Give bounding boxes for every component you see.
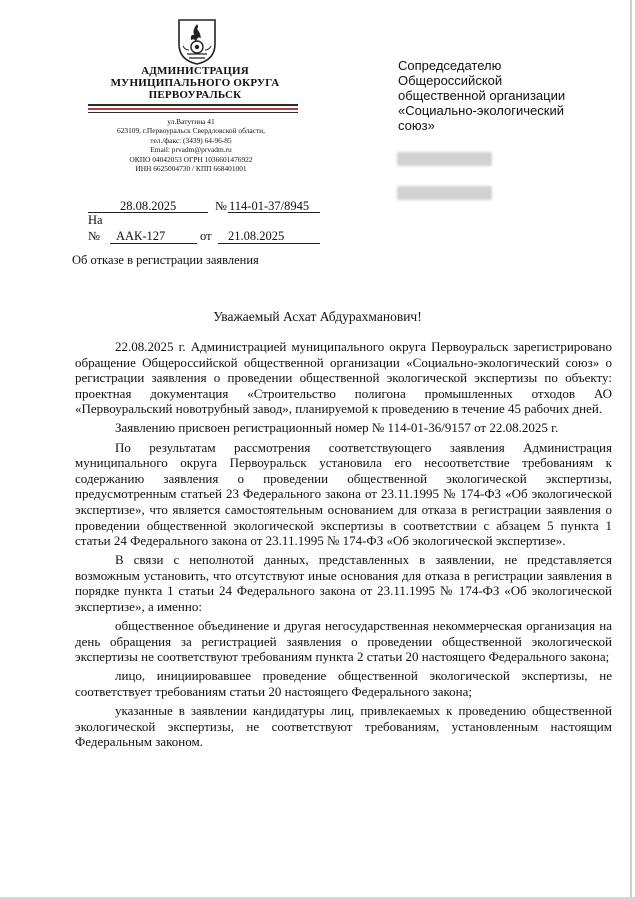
outgoing-number: 114-01-37/8945 <box>229 199 310 213</box>
addressee-block <box>398 58 598 133</box>
redacted-address <box>397 186 492 200</box>
na-label: На <box>88 213 103 227</box>
ref-number: ААК-127 <box>116 229 166 243</box>
body-paragraph: лицо, инициировавшее проведение общественной экологической экспертизы, не соответствует требованиям статьи 20 настоящего Федерального закона; <box>75 668 612 699</box>
from-label: от <box>200 229 212 243</box>
body-paragraph: Заявлению присвоен регистрационный номер № 114-01-36/9157 от 22.08.2025 г. <box>115 420 559 436</box>
contact-line: тел./факс: (3439) 64-96-85 <box>150 135 232 145</box>
page-edge <box>630 0 632 900</box>
contact-line: ул.Ватутина 41 <box>167 117 215 126</box>
contact-block <box>60 117 322 173</box>
org-line: МУНИЦИПАЛЬНОГО ОКРУГА <box>110 77 280 89</box>
body-paragraph: По результатам рассмотрения соответствующего заявления Администрация муниципального округа Первоуральск установила его несоответствие требованиям к содержанию заявления о проведении общественной экологической экспертизы, предусмотренным статьей 23 Федерального закона от 23.11.1995 № 174-ФЗ «Об экологической экспертизе», что является самостоятельным основанием для отказа в регистрации заявления о проведении общественной экологической экспертизы в соответствии с абзацем 5 пункта 1 статьи 24 Федерального закона от 23.11.1995 № 174-ФЗ «Об экологической экспертизе». <box>75 439 612 549</box>
addressee-line: союз» <box>398 118 435 133</box>
ref-date: 21.08.2025 <box>228 229 285 243</box>
org-line: АДМИНИСТРАЦИЯ <box>141 65 249 77</box>
body-paragraph: общественное объединение и другая негосударственная некоммерческая организация на день обращения за регистрацией заявления о проведении общественной экологической экспертизы не соответствуют требованиям пункта 2 статьи 20 настоящего Федерального закона; <box>75 618 612 665</box>
redacted-name <box>397 152 492 166</box>
letter-subject: Об отказе в регистрации заявления <box>72 253 259 267</box>
header-divider <box>88 104 298 115</box>
org-line: ПЕРВОУРАЛЬСК <box>148 89 242 101</box>
addressee-line: Общероссийской <box>398 73 503 88</box>
contact-line: ОКПО 04042053 ОГРН 1036601476922 <box>129 154 253 164</box>
outgoing-date: 28.08.2025 <box>120 199 177 213</box>
coat-of-arms-icon <box>175 16 219 66</box>
body-paragraph: 22.08.2025 г. Администрацией муниципального округа Первоуральск зарегистрировано обращение Общероссийской общественной организации «Социально-экологический союз» о регистрации заявления о проведении общественной экологической экспертизы по объекту: проектная документация «Строительство полигона промышленных отходов АО «Первоуральский новотрубный завод», планируемой к проведению в течение 45 рабочих дней. <box>75 339 612 417</box>
contact-line: Email: prvadm@prvadm.ru <box>150 145 232 155</box>
number-label: № <box>215 199 227 213</box>
ref-date-underline <box>218 243 320 244</box>
organization-name <box>95 65 295 101</box>
ref-number-underline <box>110 243 197 244</box>
addressee-line: общественной организации <box>398 88 566 103</box>
contact-line: 623109, г.Первоуральск Свердловской области, <box>117 126 265 136</box>
addressee-line: Сопредседателю <box>398 58 502 73</box>
body-paragraph: указанные в заявлении кандидатуры лиц, привлекаемых к проведению общественной экологической экспертизы, не соответствуют требованиям, установленным настоящим Федеральным законом. <box>75 703 612 750</box>
addressee-line: «Социально-экологический <box>398 103 564 118</box>
greeting: Уважаемый Асхат Абдурахманович! <box>213 309 422 324</box>
body-paragraph: В связи с неполнотой данных, представленных в заявлении, не представляется возможным установить, что отсутствуют иные основания для отказа в регистрации заявления в порядке пункта 1 статьи 24 Федерального закона от 23.11.1995 № 174-ФЗ «Об экологической экспертизе», а именно: <box>75 552 612 614</box>
contact-line: ИНН 6625004730 / КПП 668401001 <box>135 164 247 174</box>
ref-number-label: № <box>88 229 100 243</box>
letter-body <box>75 339 612 753</box>
